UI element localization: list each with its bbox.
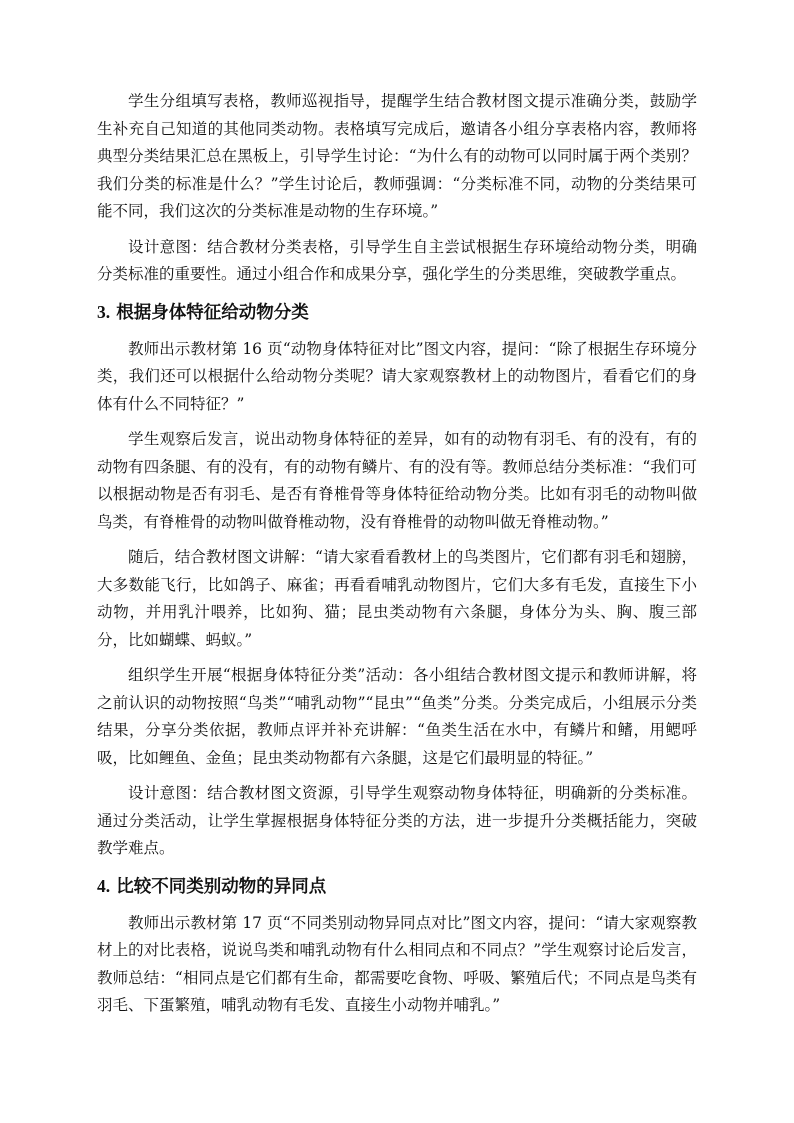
document-body: [97, 88, 697, 1028]
paragraph-compare-categories: 教师出示教材第 17 页“不同类别动物异同点对比”图文内容，提问：“请大家观察教材上的对比表格，说说鸟类和哺乳动物有什么相同点和不同点？”学生观察讨论后发言，教师总结：“相同点是它们都有生命，都需要吃食物、呼吸、繁殖后代；不同点是鸟类有羽毛、下蛋繁殖，哺乳动物有毛发、直接生小动物并哺乳。”: [97, 913, 697, 1014]
section-4-heading: [97, 873, 697, 900]
paragraph-textbook-explanation: 随后，结合教材图文讲解：“请大家看看教材上的鸟类图片，它们都有羽毛和翅膀，大多数能飞行，比如鸽子、麻雀；再看看哺乳动物图片，它们大多有毛发，直接生下小动物，并用乳汁喂养，比如狗、猫；昆虫类动物有六条腿，身体分为头、胸、腹三部分，比如蝴蝶、蚂蚁。”: [97, 548, 697, 649]
section-3-number: 3.: [97, 301, 111, 322]
paragraph-design-intent-features: 设计意图：结合教材图文资源，引导学生观察动物身体特征，明确新的分类标准。通过分类活动，让学生掌握根据身体特征分类的方法，进一步提升分类概括能力，突破教学难点。: [97, 784, 697, 857]
paragraph-classification-activity: 组织学生开展“根据身体特征分类”活动：各小组结合教材图文提示和教师讲解，将之前认识的动物按照“鸟类”“哺乳动物”“昆虫”“鱼类”分类。分类完成后，小组展示分类结果，分享分类依据，教师点评并补充讲解：“鱼类生活在水中，有鳞片和鳍，用鳃呼吸，比如鲤鱼、金鱼；昆虫类动物都有六条腿，这是它们最明显的特征。”: [97, 666, 697, 767]
section-3-title: 根据身体特征给动物分类: [116, 302, 309, 323]
section-3-heading: [97, 299, 697, 326]
section-4-title: 比较不同类别动物的异同点: [116, 876, 327, 897]
section-4-number: 4.: [97, 875, 111, 896]
paragraph-group-table-filling: 学生分组填写表格，教师巡视指导，提醒学生结合教材图文提示准确分类，鼓励学生补充自己知道的其他同类动物。表格填写完成后，邀请各小组分享表格内容，教师将典型分类结果汇总在黑板上，引导学生讨论：“为什么有的动物可以同时属于两个类别？我们分类的标准是什么？”学生讨论后，教师强调：“分类标准不同，动物的分类结果可能不同，我们这次的分类标准是动物的生存环境。”: [97, 92, 697, 220]
paragraph-body-feature-question: 教师出示教材第 16 页“动物身体特征对比”图文内容，提问：“除了根据生存环境分类，我们还可以根据什么给动物分类呢？请大家观察教材上的动物图片，看看它们的身体有什么不同特征？”: [97, 339, 697, 413]
paragraph-student-observation: 学生观察后发言，说出动物身体特征的差异，如有的动物有羽毛、有的没有，有的动物有四条腿、有的没有，有的动物有鳞片、有的没有等。教师总结分类标准：“我们可以根据动物是否有羽毛、是否有脊椎骨等身体特征给动物分类。比如有羽毛的动物叫做鸟类，有脊椎骨的动物叫做脊椎动物，没有脊椎骨的动物叫做无脊椎动物。”: [97, 430, 697, 531]
paragraph-design-intent-environment: 设计意图：结合教材分类表格，引导学生自主尝试根据生存环境给动物分类，明确分类标准的重要性。通过小组合作和成果分享，强化学生的分类思维，突破教学重点。: [97, 237, 697, 283]
